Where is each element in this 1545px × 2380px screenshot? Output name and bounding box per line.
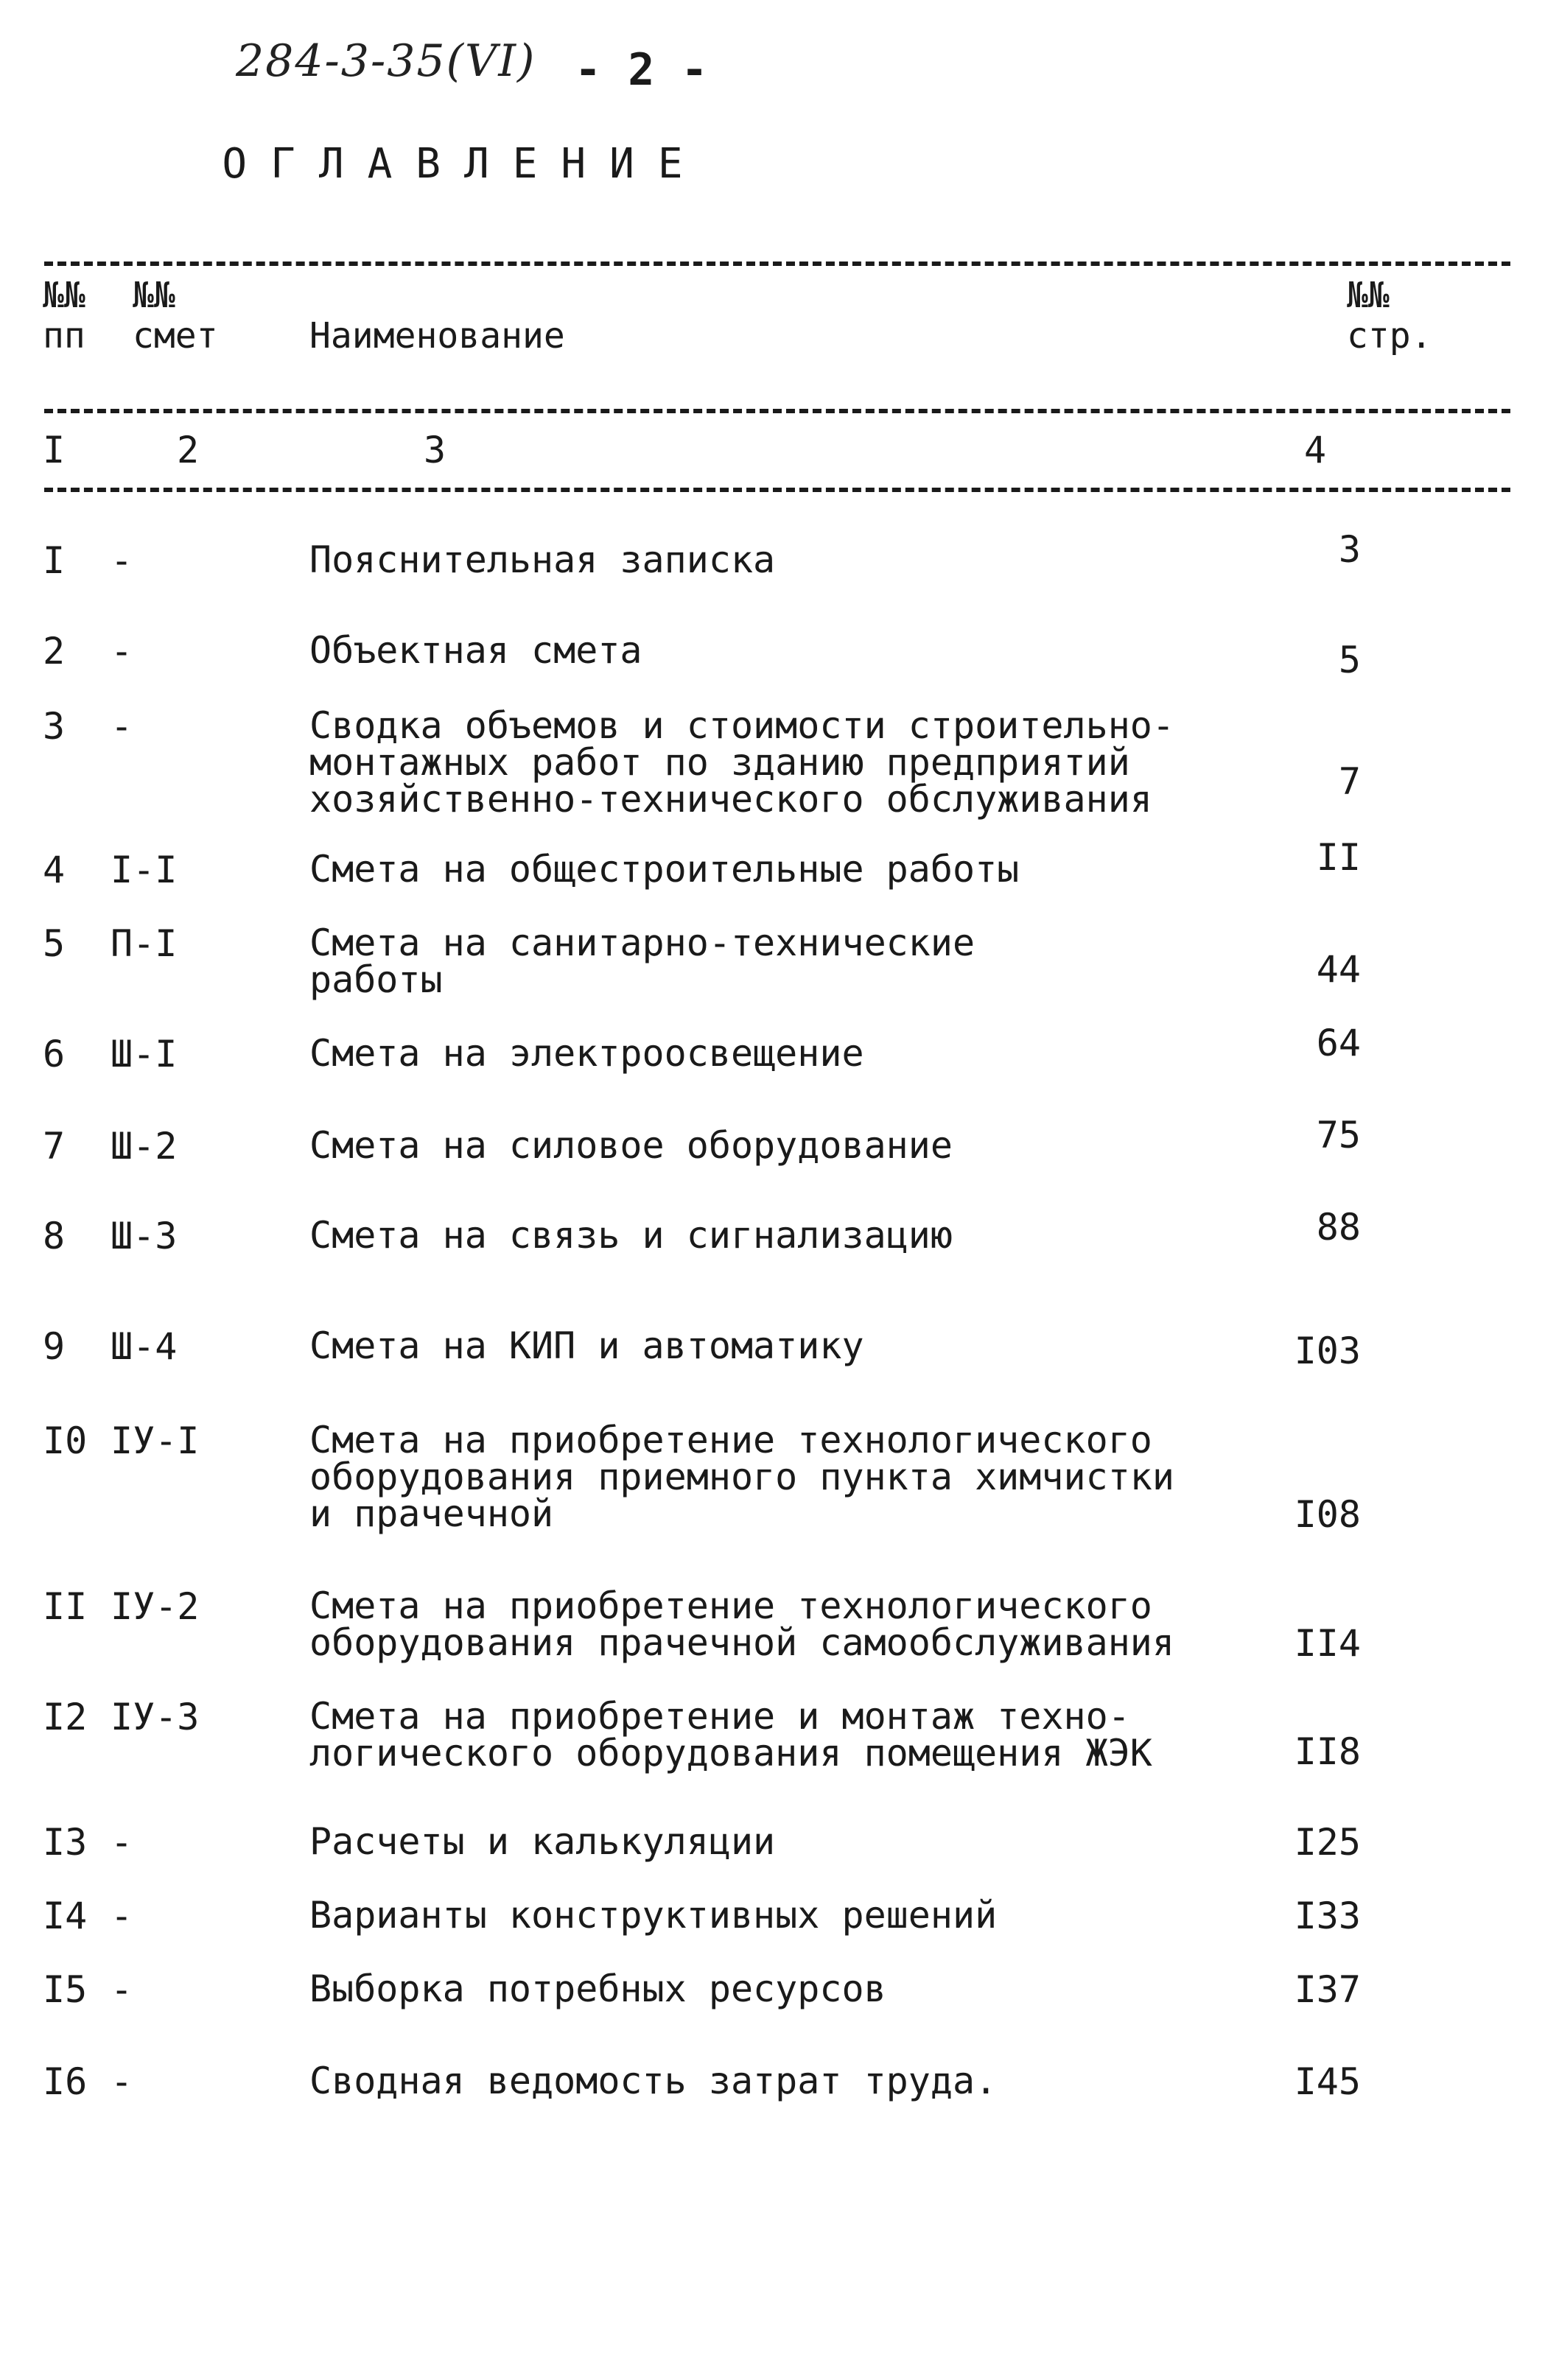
- smeta-number: -: [111, 2060, 133, 2103]
- smeta-number: -: [111, 630, 133, 673]
- smeta-number: Ш-I: [111, 1033, 178, 1075]
- page-ref: 75: [1316, 1114, 1361, 1156]
- header-name-label: Наименование: [309, 315, 565, 357]
- entry-title-line: Смета на санитарно-технические: [309, 922, 975, 964]
- entry-title-line: Сводная ведомость затрат труда.: [309, 2060, 998, 2102]
- column-number-3: 3: [424, 429, 446, 471]
- page-ref: I03: [1294, 1330, 1361, 1372]
- smeta-number: -: [111, 1968, 133, 2011]
- column-number-2: 2: [177, 429, 200, 471]
- smeta-number: Ш-2: [111, 1125, 178, 1168]
- row-number: 9: [43, 1325, 66, 1368]
- entry-title-line: Смета на приобретение и монтаж техно-: [309, 1695, 1130, 1738]
- page-ref: 44: [1316, 948, 1361, 991]
- page-ref: 64: [1316, 1022, 1361, 1064]
- page-ref: 3: [1338, 528, 1361, 571]
- entry-title-line: и прачечной: [309, 1492, 554, 1535]
- entry-title-line: Пояснительная записка: [309, 538, 776, 581]
- entry-title: [309, 1032, 864, 1075]
- entry-title: [309, 2060, 998, 2102]
- page-ref: I37: [1294, 1968, 1361, 2011]
- entry-title: [309, 629, 642, 672]
- row-number: I2: [43, 1696, 88, 1738]
- entry-title-line: Смета на силовое оборудование: [309, 1124, 953, 1167]
- entry-title-line: Смета на КИП и автоматику: [309, 1324, 864, 1367]
- entry-title-line: Выборка потребных ресурсов: [309, 1967, 886, 2010]
- entry-title-line: оборудования прачечной самообслуживания: [309, 1621, 1174, 1664]
- document-code: 284-3-35(VI): [236, 35, 536, 87]
- row-number: II: [43, 1585, 88, 1628]
- entry-title: [309, 1820, 776, 1863]
- smeta-number: -: [111, 705, 133, 748]
- smeta-number: -: [111, 539, 133, 582]
- column-number-1: I: [43, 429, 66, 471]
- header-bottom-rule: [44, 409, 1510, 413]
- entry-title: [309, 1419, 1174, 1535]
- page-ref: I25: [1294, 1821, 1361, 1864]
- entry-title-line: монтажных работ по зданию предприятий: [309, 741, 1130, 784]
- row-number: 2: [43, 630, 66, 673]
- entry-title-line: Смета на связь и сигнализацию: [309, 1214, 953, 1257]
- entry-title: [309, 1967, 886, 2010]
- page-ref: 88: [1316, 1206, 1361, 1249]
- entry-title-line: Смета на электроосвещение: [309, 1032, 864, 1075]
- entry-title-line: хозяйственно-технического обслуживания: [309, 778, 1152, 821]
- entry-title: [309, 848, 1020, 891]
- page-ref: I45: [1294, 2060, 1361, 2103]
- header-no-sign: №№: [43, 275, 85, 316]
- entry-title-line: Объектная смета: [309, 629, 642, 672]
- entry-title: [309, 922, 975, 1001]
- entry-title-line: Смета на общестроительные работы: [309, 848, 1020, 891]
- smeta-number: П-I: [111, 922, 178, 965]
- page-title: ОГЛАВЛЕНИЕ: [222, 140, 707, 188]
- smeta-number: Ш-4: [111, 1325, 178, 1368]
- smeta-number: IУ-2: [111, 1585, 200, 1628]
- row-number: I6: [43, 2060, 88, 2103]
- header-smet-label: смет: [133, 315, 218, 357]
- header-page-sign: №№: [1347, 275, 1390, 316]
- entry-title: [309, 1324, 864, 1367]
- page-number: - 2 -: [575, 44, 708, 96]
- column-numbers-rule: [44, 488, 1510, 492]
- header-page-label: стр.: [1347, 315, 1432, 357]
- entry-title: [309, 538, 776, 581]
- smeta-number: I-I: [111, 849, 178, 891]
- smeta-number: IУ-3: [111, 1696, 200, 1738]
- row-number: I3: [43, 1821, 88, 1864]
- row-number: 8: [43, 1215, 66, 1257]
- smeta-number: Ш-3: [111, 1215, 178, 1257]
- entry-title-line: Сводка объемов и стоимости строительно-: [309, 704, 1174, 747]
- page-ref: 5: [1338, 639, 1361, 681]
- page-ref: II8: [1294, 1730, 1361, 1773]
- entry-title-line: Смета на приобретение технологического: [309, 1584, 1152, 1627]
- entry-title: [309, 1214, 953, 1257]
- page-ref: I33: [1294, 1895, 1361, 1937]
- page-ref: II: [1316, 836, 1361, 879]
- row-number: 3: [43, 705, 66, 748]
- smeta-number: -: [111, 1895, 133, 1937]
- entry-title: [309, 1124, 953, 1167]
- row-number: 4: [43, 849, 66, 891]
- entry-title-line: Расчеты и калькуляции: [309, 1820, 776, 1863]
- row-number: I0: [43, 1419, 88, 1462]
- smeta-number: IУ-I: [111, 1419, 200, 1462]
- row-number: I4: [43, 1895, 88, 1937]
- page-ref: I08: [1294, 1493, 1361, 1536]
- smeta-number: -: [111, 1821, 133, 1864]
- entry-title-line: оборудования приемного пункта химчистки: [309, 1456, 1174, 1498]
- entry-title-line: Смета на приобретение технологического: [309, 1419, 1152, 1461]
- table-top-rule: [44, 261, 1510, 266]
- entry-title-line: логического оборудования помещения ЖЭК: [309, 1732, 1152, 1775]
- column-number-4: 4: [1304, 429, 1327, 471]
- entry-title: [309, 1894, 998, 1937]
- entry-title-line: работы: [309, 958, 443, 1001]
- entry-title: [309, 1584, 1174, 1664]
- entry-title: [309, 704, 1174, 821]
- row-number: I5: [43, 1968, 88, 2011]
- row-number: 5: [43, 922, 66, 965]
- row-number: 7: [43, 1125, 66, 1168]
- page-ref: II4: [1294, 1622, 1361, 1665]
- row-number: 6: [43, 1033, 66, 1075]
- page-ref: 7: [1338, 760, 1361, 803]
- header-no-label: пп: [43, 315, 85, 357]
- row-number: I: [43, 539, 66, 582]
- entry-title-line: Варианты конструктивных решений: [309, 1894, 998, 1937]
- entry-title: [309, 1695, 1152, 1775]
- header-smet-sign: №№: [133, 275, 175, 316]
